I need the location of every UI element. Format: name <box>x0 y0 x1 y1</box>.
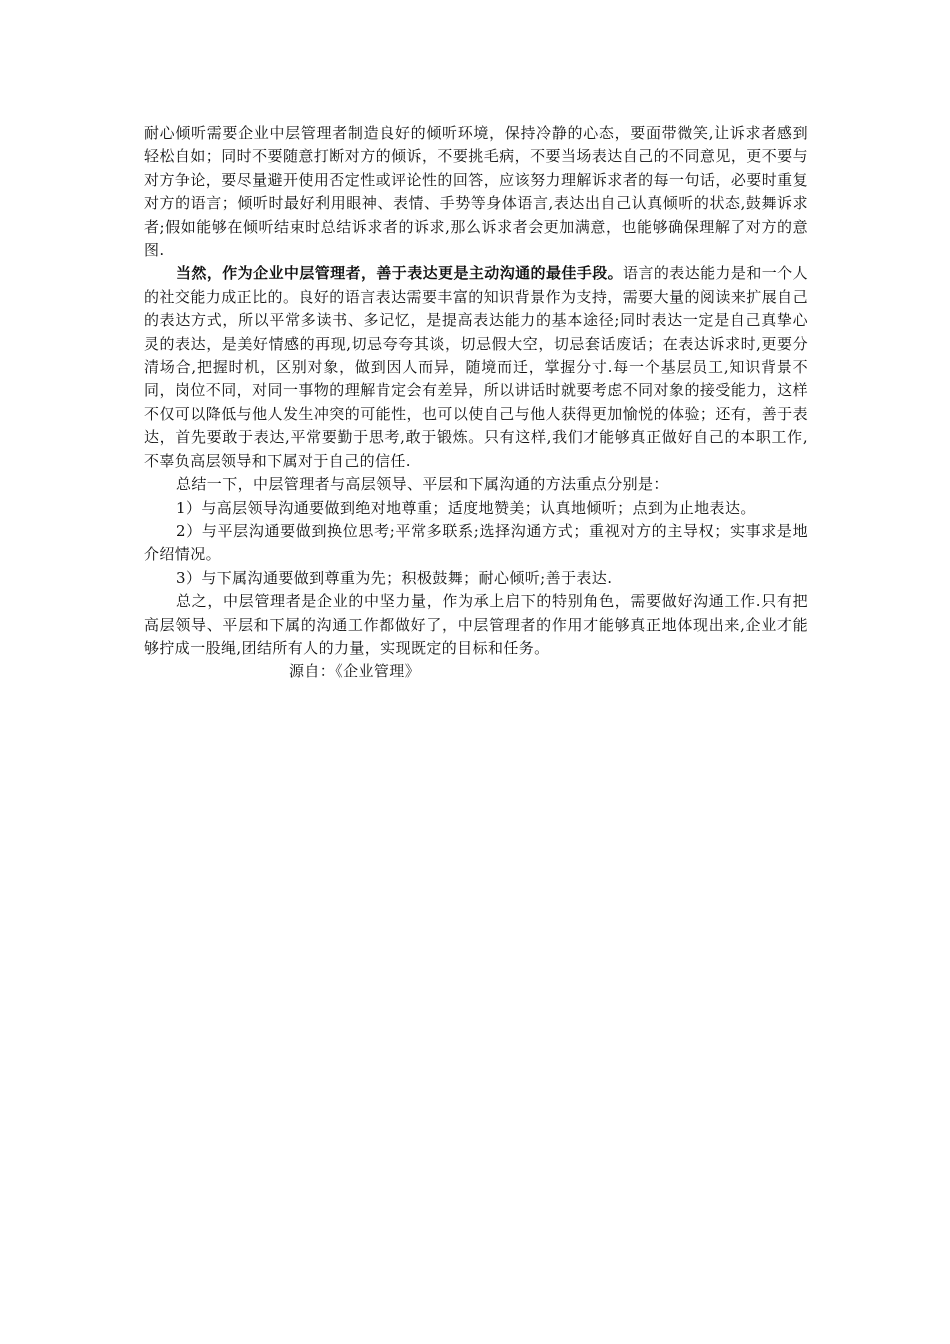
paragraph-expression <box>144 262 808 473</box>
paragraph-listening: 耐心倾听需要企业中层管理者制造良好的倾听环境，保持冷静的心态，要面带微笑,让诉求者感到轻松自如；同时不要随意打断对方的倾诉，不要挑毛病，不要当场表达自己的不同意见，更不要与对方争论，要尽量避开使用否定性或评论性的回答，应该努力理解诉求者的每一句话，必要时重复对方的语言；倾听时最好利用眼神、表情、手势等身体语言,表达出自己认真倾听的状态,鼓舞诉求者;假如能够在倾听结束时总结诉求者的诉求,那么诉求者会更加满意，也能够确保理解了对方的意图. <box>144 124 808 260</box>
source-attribution: 源自：《企业管理》 <box>289 662 421 681</box>
list-item-upward: 1）与高层领导沟通要做到绝对地尊重；适度地赞美；认真地倾听；点到为止地表达。 <box>176 498 756 517</box>
document-body <box>144 122 808 684</box>
paragraph-expression-lead: 当然，作为企业中层管理者，善于表达更是主动沟通的最佳手段。 <box>176 264 624 283</box>
paragraph-expression-body: 语言的表达能力是和一个人的社交能力成正比的。良好的语言表达需要丰富的知识背景作为支持，需要大量的阅读来扩展自己的表达方式，所以平常多读书、多记忆，是提高表达能力的基本途径;同时表达一定是自己真挚心灵的表达，是美好情感的再现,切忌夸夸其谈，切忌假大空，切忌套话废话；在表达诉求时,更要分清场合,把握时机，区别对象，做到因人而异，随境而迁，掌握分寸.每一个基层员工,知识背景不同，岗位不同，对同一事物的理解肯定会有差异，所以讲话时就要考虑不同对象的接受能力，这样不仅可以降低与他人发生冲突的可能性，也可以使自己与他人获得更加愉悦的体验；还有，善于表达，首先要敢于表达,平常要勤于思考,敢于锻炼。只有这样,我们才能够真正做好自己的本职工作,不辜负高层领导和下属对于自己的信任. <box>144 264 808 470</box>
paragraph-summary-intro: 总结一下，中层管理者与高层领导、平层和下属沟通的方法重点分别是： <box>176 475 669 494</box>
list-item-downward: 3）与下属沟通要做到尊重为先；积极鼓舞；耐心倾听;善于表达. <box>176 568 613 587</box>
paragraph-conclusion: 总之，中层管理者是企业的中坚力量，作为承上启下的特别角色，需要做好沟通工作.只有把高层领导、平层和下属的沟通工作都做好了，中层管理者的作用才能够真正地体现出来,企业才能够拧成一股绳,团结所有人的力量，实现既定的目标和任务。 <box>144 592 808 657</box>
list-item-peer: 2）与平层沟通要做到换位思考;平常多联系;选择沟通方式；重视对方的主导权；实事求是地介绍情况。 <box>144 521 808 564</box>
